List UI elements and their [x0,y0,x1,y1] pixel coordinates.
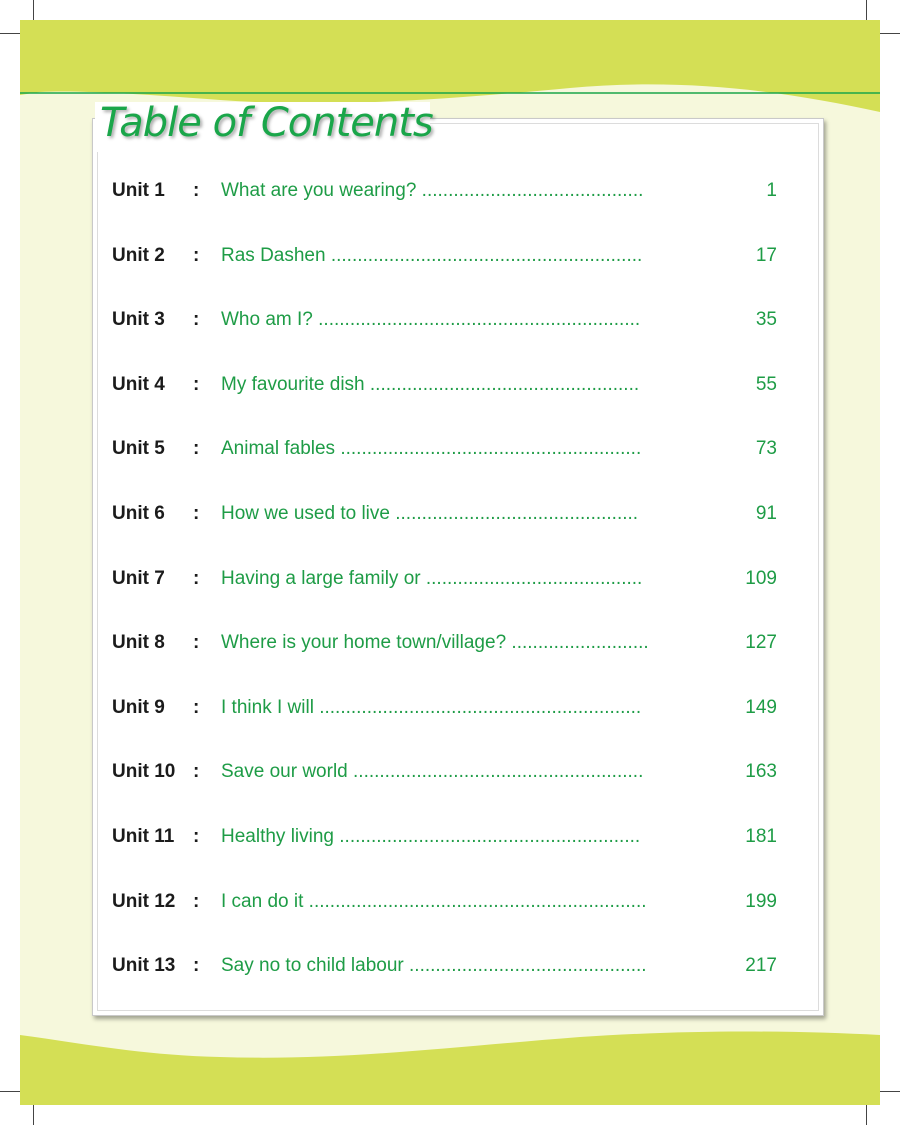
unit-label: Unit 7 [112,567,165,589]
chapter-title: Say no to child labour [221,955,404,977]
toc-row [0,697,900,723]
unit-label: Unit 10 [112,761,176,783]
toc-row [0,374,900,400]
page-number: 35 [755,309,777,331]
unit-label: Unit 2 [112,244,165,266]
dot-leader: .............................................. [389,503,639,524]
unit-label: Unit 4 [112,373,165,395]
unit-label: Unit 3 [112,309,165,331]
page-number: 127 [745,632,777,654]
unit-label: Unit 6 [112,503,165,524]
dot-leader: .......................... [506,632,649,654]
dot-leader: ............................................................. [313,696,642,718]
unit-separator: : [193,309,200,331]
unit-label: Unit 9 [112,696,165,718]
unit-label: Unit 12 [112,890,176,912]
unit-separator: : [193,632,200,654]
unit-separator: : [193,696,200,718]
unit-separator: : [193,373,200,395]
toc-row [0,309,900,335]
chapter-entry[interactable] [221,309,686,331]
chapter-entry[interactable] [221,632,686,654]
page-number: 199 [745,890,777,912]
dot-leader: ................................................................ [303,890,647,912]
chapter-entry[interactable] [221,955,686,977]
unit-separator: : [193,503,200,524]
toc-row [0,503,900,529]
dot-leader: ......................................................... [335,438,642,460]
page-number: 149 [745,696,777,718]
dot-leader: ....................................................... [347,761,644,783]
dot-leader: ......................................... [420,567,643,589]
chapter-entry[interactable] [221,245,686,267]
chapter-entry[interactable] [221,761,686,783]
chapter-entry[interactable] [221,891,686,913]
unit-label: Unit 13 [112,955,176,977]
chapter-entry[interactable] [221,826,686,848]
chapter-title: Save our world [221,761,348,783]
unit-separator: : [193,567,200,589]
dot-leader: ............................................................. [312,309,641,331]
chapter-entry[interactable] [221,438,686,460]
chapter-title: Ras Dashen [221,244,326,266]
chapter-title: Healthy living [221,826,334,847]
toc-row [0,245,900,271]
dot-leader: ........................................................... [325,244,643,266]
chapter-title: Who am I? [221,309,313,331]
toc-row [0,438,900,464]
unit-separator: : [193,890,200,912]
unit-label: Unit 1 [112,180,165,201]
page-number: 91 [755,503,777,524]
page-number: 1 [766,180,777,201]
dot-leader: ................................................... [364,373,640,395]
dot-leader: ............................................. [403,955,647,977]
unit-label: Unit 5 [112,438,165,460]
toc-row [0,826,900,852]
toc-row [0,761,900,787]
page-number: 109 [745,567,777,589]
toc-row [0,632,900,658]
page-number: 55 [755,373,777,395]
page-number: 217 [745,955,777,977]
unit-label: Unit 11 [112,826,175,847]
chapter-title: My favourite dish [221,373,365,395]
chapter-entry[interactable] [221,374,686,396]
chapter-title: How we used to live [221,503,390,524]
toc-row [0,891,900,917]
unit-label: Unit 8 [112,632,165,654]
unit-separator: : [193,955,200,977]
unit-separator: : [193,180,200,201]
chapter-entry[interactable] [221,180,686,202]
unit-separator: : [193,438,200,460]
dot-leader: ......................................................... [334,826,641,847]
chapter-entry[interactable] [221,568,686,590]
chapter-entry[interactable] [221,503,686,525]
chapter-entry[interactable] [221,697,686,719]
unit-separator: : [193,244,200,266]
page-number: 73 [755,438,777,460]
dot-leader: .......................................... [416,180,644,201]
page-number: 17 [755,244,777,266]
chapter-title: Animal fables [221,438,336,460]
chapter-title: Having a large family or [221,567,421,589]
unit-separator: : [193,826,200,847]
toc-row [0,568,900,594]
toc-row [0,955,900,981]
unit-separator: : [193,761,200,783]
chapter-title: I can do it [221,890,304,912]
chapter-title: What are you wearing? [221,180,417,201]
toc-row [0,180,900,206]
page-number: 163 [745,761,777,783]
page-number: 181 [745,826,777,847]
chapter-title: I think I will [221,696,314,718]
chapter-title: Where is your home town/village? [221,632,507,654]
page-title: Table of Contents [100,100,433,146]
